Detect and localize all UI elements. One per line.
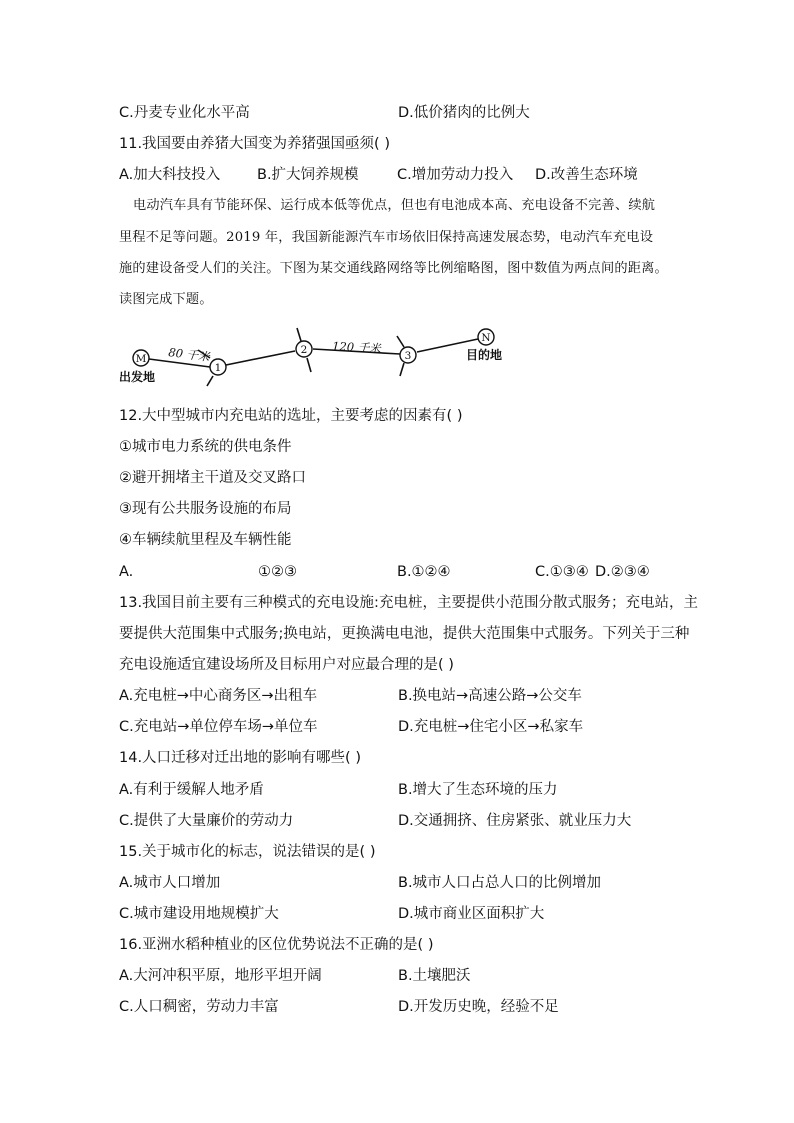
q16-option-d: D.开发历史晚，经验不足 [398,999,559,1015]
q14-option-d: D.交通拥挤、住房紧张、就业压力大 [398,813,632,829]
q12-item-2: ②避开拥堵主干道及交叉路口 [119,470,306,486]
end-label: 目的地 [466,348,503,362]
end-node-letter: N [481,332,491,344]
route-diagram [110,322,530,388]
q16-option-a: A.大河冲积平原，地形平坦开阔 [119,968,322,984]
node-1-number: 1 [214,362,222,374]
q13-stem-line-1: 13.我国目前主要有三种模式的充电设施:充电桩，主要提供小范围分散式服务；充电站，主 [119,595,698,611]
q11-option-d: D.改善生态环境 [535,167,638,183]
q15-option-a: A.城市人口增加 [119,875,221,891]
q15-option-c: C.城市建设用地规模扩大 [119,906,279,922]
q13-stem-line-3: 充电设施适宜建设场所及目标用户对应最合理的是( ) [119,657,454,673]
passage-line-1: 电动汽车具有节能环保、运行成本低等优点，但也有电池成本高、充电设备不完善、续航 [133,198,656,213]
q12-option-d: D.②③④ [595,564,650,580]
passage-line-3: 施的建设备受人们的关注。下图为某交通线路网络等比例缩略图，图中数值为两点间的距离。 [119,261,668,276]
q10-option-d: D.低价猪肉的比例大 [398,105,530,121]
distance-label-120: 120 千米 [331,339,382,356]
q13-option-d: D.充电桩→住宅小区→私家车 [398,719,584,735]
q11-option-c: C.增加劳动力投入 [397,167,514,183]
q12-option-a-letter: A. [119,564,134,580]
q11-stem: 11.我国要由养猪大国变为养猪强国亟须( ) [119,136,390,152]
q12-item-4: ④车辆续航里程及车辆性能 [119,532,292,548]
q16-option-c: C.人口稠密，劳动力丰富 [119,999,279,1015]
q14-option-a: A.有利于缓解人地矛盾 [119,782,264,798]
q12-option-a-value: ①②③ [258,564,297,580]
q15-option-d: D.城市商业区面积扩大 [398,906,545,922]
q13-option-a: A.充电桩→中心商务区→出租车 [119,688,318,704]
q13-stem-line-2: 要提供大范围集中式服务;换电站，更换满电电池，提供大范围集中式服务。下列关于三种 [119,626,690,642]
q12-item-1: ①城市电力系统的供电条件 [119,439,292,455]
q13-option-c: C.充电站→单位停车场→单位车 [119,719,318,735]
q14-option-c: C.提供了大量廉价的劳动力 [119,813,294,829]
q12-stem: 12.大中型城市内充电站的选址，主要考虑的因素有( ) [119,408,463,424]
start-node-letter: M [135,353,147,365]
distance-label-80: 80 千米 [167,345,211,365]
passage-line-2: 里程不足等问题。2019 年，我国新能源汽车市场依旧保持高速发展态势，电动汽车充电设 [119,230,654,245]
q15-option-b: B.城市人口占总人口的比例增加 [398,875,602,891]
passage-line-4: 读图完成下题。 [119,292,213,307]
q10-option-c: C.丹麦专业化水平高 [119,105,250,121]
q14-stem: 14.人口迁移对迁出地的影响有哪些( ) [119,750,361,766]
node-3-number: 3 [404,350,412,362]
start-label: 出发地 [119,370,156,384]
q12-item-3: ③现有公共服务设施的布局 [119,501,292,517]
q16-option-b: B.土壤肥沃 [398,968,471,984]
node-2-number: 2 [300,344,308,356]
q11-option-b: B.扩大饲养规模 [257,167,359,183]
q16-stem: 16.亚洲水稻种植业的区位优势说法不正确的是( ) [119,937,434,953]
q12-option-b: B.①②④ [397,564,451,580]
q11-option-a: A.加大科技投入 [119,167,221,183]
q15-stem: 15.关于城市化的标志，说法错误的是( ) [119,844,376,860]
q12-option-c: C.①③④ [535,564,589,580]
q14-option-b: B.增大了生态环境的压力 [398,782,558,798]
q13-option-b: B.换电站→高速公路→公交车 [398,688,582,704]
